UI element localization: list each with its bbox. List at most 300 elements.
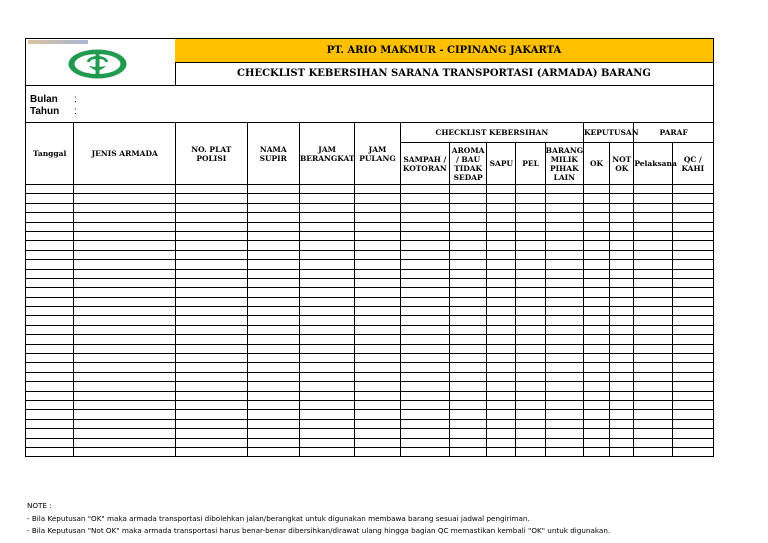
- table-cell[interactable]: [516, 400, 545, 409]
- table-cell[interactable]: [487, 429, 516, 438]
- table-cell[interactable]: [634, 250, 672, 259]
- table-cell[interactable]: [487, 325, 516, 334]
- table-cell[interactable]: [355, 288, 400, 297]
- table-cell[interactable]: [583, 222, 609, 231]
- table-cell[interactable]: [487, 438, 516, 447]
- table-cell[interactable]: [355, 231, 400, 240]
- table-cell[interactable]: [583, 316, 609, 325]
- table-cell[interactable]: [355, 419, 400, 428]
- table-cell[interactable]: [299, 278, 354, 287]
- table-cell[interactable]: [247, 410, 299, 419]
- table-cell[interactable]: [516, 410, 545, 419]
- table-cell[interactable]: [545, 250, 583, 259]
- table-cell[interactable]: [634, 297, 672, 306]
- table-cell[interactable]: [247, 288, 299, 297]
- table-cell[interactable]: [355, 260, 400, 269]
- table-cell[interactable]: [634, 372, 672, 381]
- table-cell[interactable]: [487, 288, 516, 297]
- table-cell[interactable]: [545, 438, 583, 447]
- table-cell[interactable]: [299, 307, 354, 316]
- table-cell[interactable]: [610, 288, 634, 297]
- table-cell[interactable]: [74, 307, 176, 316]
- table-cell[interactable]: [176, 354, 248, 363]
- table-cell[interactable]: [545, 231, 583, 240]
- table-cell[interactable]: [516, 213, 545, 222]
- table-cell[interactable]: [26, 241, 74, 250]
- table-cell[interactable]: [176, 438, 248, 447]
- table-cell[interactable]: [610, 260, 634, 269]
- table-cell[interactable]: [545, 419, 583, 428]
- table-cell[interactable]: [516, 372, 545, 381]
- table-cell[interactable]: [26, 410, 74, 419]
- table-cell[interactable]: [583, 194, 609, 203]
- table-cell[interactable]: [672, 213, 713, 222]
- table-cell[interactable]: [545, 429, 583, 438]
- table-cell[interactable]: [583, 335, 609, 344]
- table-cell[interactable]: [487, 335, 516, 344]
- table-cell[interactable]: [487, 344, 516, 353]
- table-cell[interactable]: [449, 288, 486, 297]
- table-cell[interactable]: [545, 213, 583, 222]
- table-cell[interactable]: [583, 288, 609, 297]
- table-cell[interactable]: [400, 429, 449, 438]
- table-cell[interactable]: [176, 260, 248, 269]
- table-cell[interactable]: [26, 400, 74, 409]
- table-cell[interactable]: [545, 391, 583, 400]
- table-cell[interactable]: [74, 269, 176, 278]
- table-cell[interactable]: [355, 325, 400, 334]
- table-cell[interactable]: [610, 429, 634, 438]
- table-cell[interactable]: [583, 231, 609, 240]
- table-cell[interactable]: [247, 307, 299, 316]
- table-cell[interactable]: [672, 260, 713, 269]
- table-cell[interactable]: [634, 194, 672, 203]
- table-cell[interactable]: [355, 241, 400, 250]
- table-cell[interactable]: [516, 335, 545, 344]
- table-cell[interactable]: [355, 194, 400, 203]
- table-cell[interactable]: [26, 278, 74, 287]
- table-cell[interactable]: [176, 429, 248, 438]
- table-cell[interactable]: [610, 400, 634, 409]
- table-cell[interactable]: [247, 391, 299, 400]
- table-cell[interactable]: [672, 278, 713, 287]
- table-cell[interactable]: [299, 429, 354, 438]
- table-cell[interactable]: [672, 231, 713, 240]
- table-cell[interactable]: [74, 419, 176, 428]
- table-cell[interactable]: [299, 325, 354, 334]
- table-cell[interactable]: [449, 429, 486, 438]
- table-cell[interactable]: [400, 391, 449, 400]
- table-cell[interactable]: [610, 250, 634, 259]
- table-cell[interactable]: [449, 325, 486, 334]
- table-cell[interactable]: [26, 260, 74, 269]
- table-cell[interactable]: [634, 363, 672, 372]
- table-cell[interactable]: [74, 213, 176, 222]
- table-cell[interactable]: [583, 447, 609, 456]
- table-cell[interactable]: [449, 335, 486, 344]
- table-cell[interactable]: [26, 344, 74, 353]
- table-cell[interactable]: [247, 278, 299, 287]
- table-cell[interactable]: [400, 410, 449, 419]
- table-cell[interactable]: [610, 382, 634, 391]
- table-cell[interactable]: [610, 194, 634, 203]
- table-cell[interactable]: [583, 325, 609, 334]
- table-cell[interactable]: [176, 307, 248, 316]
- table-cell[interactable]: [583, 372, 609, 381]
- table-cell[interactable]: [400, 231, 449, 240]
- table-cell[interactable]: [634, 269, 672, 278]
- table-cell[interactable]: [355, 363, 400, 372]
- table-cell[interactable]: [400, 278, 449, 287]
- table-cell[interactable]: [74, 203, 176, 212]
- table-cell[interactable]: [672, 410, 713, 419]
- table-cell[interactable]: [176, 382, 248, 391]
- table-cell[interactable]: [26, 250, 74, 259]
- table-cell[interactable]: [610, 354, 634, 363]
- table-cell[interactable]: [545, 354, 583, 363]
- table-cell[interactable]: [583, 429, 609, 438]
- table-cell[interactable]: [610, 410, 634, 419]
- table-cell[interactable]: [26, 297, 74, 306]
- table-cell[interactable]: [400, 260, 449, 269]
- table-cell[interactable]: [672, 438, 713, 447]
- table-cell[interactable]: [610, 316, 634, 325]
- table-cell[interactable]: [247, 372, 299, 381]
- table-cell[interactable]: [400, 194, 449, 203]
- table-cell[interactable]: [583, 382, 609, 391]
- table-cell[interactable]: [247, 419, 299, 428]
- table-cell[interactable]: [545, 288, 583, 297]
- table-cell[interactable]: [516, 429, 545, 438]
- table-cell[interactable]: [299, 391, 354, 400]
- table-cell[interactable]: [176, 363, 248, 372]
- table-cell[interactable]: [449, 231, 486, 240]
- table-cell[interactable]: [247, 363, 299, 372]
- table-cell[interactable]: [400, 269, 449, 278]
- table-cell[interactable]: [355, 250, 400, 259]
- table-cell[interactable]: [672, 372, 713, 381]
- table-cell[interactable]: [299, 250, 354, 259]
- table-cell[interactable]: [26, 438, 74, 447]
- table-cell[interactable]: [545, 325, 583, 334]
- table-cell[interactable]: [487, 250, 516, 259]
- table-cell[interactable]: [247, 231, 299, 240]
- table-cell[interactable]: [634, 213, 672, 222]
- table-cell[interactable]: [176, 278, 248, 287]
- table-cell[interactable]: [247, 260, 299, 269]
- table-cell[interactable]: [610, 222, 634, 231]
- table-cell[interactable]: [487, 400, 516, 409]
- table-cell[interactable]: [355, 391, 400, 400]
- table-cell[interactable]: [487, 372, 516, 381]
- table-cell[interactable]: [400, 250, 449, 259]
- table-cell[interactable]: [610, 278, 634, 287]
- table-cell[interactable]: [247, 400, 299, 409]
- table-cell[interactable]: [74, 250, 176, 259]
- table-cell[interactable]: [176, 344, 248, 353]
- table-cell[interactable]: [400, 372, 449, 381]
- table-cell[interactable]: [74, 325, 176, 334]
- table-cell[interactable]: [672, 354, 713, 363]
- table-cell[interactable]: [26, 419, 74, 428]
- table-cell[interactable]: [299, 316, 354, 325]
- table-cell[interactable]: [672, 250, 713, 259]
- table-cell[interactable]: [516, 222, 545, 231]
- table-cell[interactable]: [449, 194, 486, 203]
- table-cell[interactable]: [355, 447, 400, 456]
- table-cell[interactable]: [516, 382, 545, 391]
- table-cell[interactable]: [400, 288, 449, 297]
- table-cell[interactable]: [355, 213, 400, 222]
- table-cell[interactable]: [583, 438, 609, 447]
- table-cell[interactable]: [449, 400, 486, 409]
- table-cell[interactable]: [449, 316, 486, 325]
- table-cell[interactable]: [583, 260, 609, 269]
- table-cell[interactable]: [487, 363, 516, 372]
- table-cell[interactable]: [449, 222, 486, 231]
- table-cell[interactable]: [74, 194, 176, 203]
- table-cell[interactable]: [355, 429, 400, 438]
- table-cell[interactable]: [672, 419, 713, 428]
- table-cell[interactable]: [176, 222, 248, 231]
- table-cell[interactable]: [400, 203, 449, 212]
- table-cell[interactable]: [634, 288, 672, 297]
- table-cell[interactable]: [449, 354, 486, 363]
- table-cell[interactable]: [516, 307, 545, 316]
- table-cell[interactable]: [400, 419, 449, 428]
- table-cell[interactable]: [355, 335, 400, 344]
- table-cell[interactable]: [610, 372, 634, 381]
- table-cell[interactable]: [610, 297, 634, 306]
- table-cell[interactable]: [516, 344, 545, 353]
- table-cell[interactable]: [400, 382, 449, 391]
- table-cell[interactable]: [672, 194, 713, 203]
- table-cell[interactable]: [26, 354, 74, 363]
- table-cell[interactable]: [247, 344, 299, 353]
- table-cell[interactable]: [299, 194, 354, 203]
- table-cell[interactable]: [449, 391, 486, 400]
- table-cell[interactable]: [355, 185, 400, 194]
- table-cell[interactable]: [176, 419, 248, 428]
- table-cell[interactable]: [74, 447, 176, 456]
- table-cell[interactable]: [487, 354, 516, 363]
- table-cell[interactable]: [545, 260, 583, 269]
- table-cell[interactable]: [634, 429, 672, 438]
- table-cell[interactable]: [583, 391, 609, 400]
- table-cell[interactable]: [355, 316, 400, 325]
- table-cell[interactable]: [355, 203, 400, 212]
- table-cell[interactable]: [545, 400, 583, 409]
- table-cell[interactable]: [400, 241, 449, 250]
- table-cell[interactable]: [247, 194, 299, 203]
- table-cell[interactable]: [26, 363, 74, 372]
- table-cell[interactable]: [74, 429, 176, 438]
- table-cell[interactable]: [176, 288, 248, 297]
- table-cell[interactable]: [487, 222, 516, 231]
- table-cell[interactable]: [634, 419, 672, 428]
- table-cell[interactable]: [400, 354, 449, 363]
- table-cell[interactable]: [487, 410, 516, 419]
- table-cell[interactable]: [449, 410, 486, 419]
- table-cell[interactable]: [634, 185, 672, 194]
- table-cell[interactable]: [672, 391, 713, 400]
- table-cell[interactable]: [583, 250, 609, 259]
- table-cell[interactable]: [299, 185, 354, 194]
- table-cell[interactable]: [74, 222, 176, 231]
- table-cell[interactable]: [583, 354, 609, 363]
- table-cell[interactable]: [634, 354, 672, 363]
- table-cell[interactable]: [74, 297, 176, 306]
- table-cell[interactable]: [516, 260, 545, 269]
- table-cell[interactable]: [400, 400, 449, 409]
- table-cell[interactable]: [74, 344, 176, 353]
- table-cell[interactable]: [634, 438, 672, 447]
- table-cell[interactable]: [74, 372, 176, 381]
- table-cell[interactable]: [176, 185, 248, 194]
- table-cell[interactable]: [449, 213, 486, 222]
- table-cell[interactable]: [74, 185, 176, 194]
- table-cell[interactable]: [634, 410, 672, 419]
- table-cell[interactable]: [516, 288, 545, 297]
- table-cell[interactable]: [634, 344, 672, 353]
- table-cell[interactable]: [634, 307, 672, 316]
- table-cell[interactable]: [400, 185, 449, 194]
- table-cell[interactable]: [516, 278, 545, 287]
- table-cell[interactable]: [487, 213, 516, 222]
- table-cell[interactable]: [610, 269, 634, 278]
- table-cell[interactable]: [449, 260, 486, 269]
- table-cell[interactable]: [516, 438, 545, 447]
- table-cell[interactable]: [610, 241, 634, 250]
- table-cell[interactable]: [26, 194, 74, 203]
- table-cell[interactable]: [299, 419, 354, 428]
- table-cell[interactable]: [610, 438, 634, 447]
- table-cell[interactable]: [74, 231, 176, 240]
- table-cell[interactable]: [672, 382, 713, 391]
- table-cell[interactable]: [487, 185, 516, 194]
- table-cell[interactable]: [74, 260, 176, 269]
- table-cell[interactable]: [449, 250, 486, 259]
- table-cell[interactable]: [26, 335, 74, 344]
- table-cell[interactable]: [176, 372, 248, 381]
- table-cell[interactable]: [487, 260, 516, 269]
- table-cell[interactable]: [176, 203, 248, 212]
- table-cell[interactable]: [247, 250, 299, 259]
- table-cell[interactable]: [176, 335, 248, 344]
- table-cell[interactable]: [247, 382, 299, 391]
- table-cell[interactable]: [583, 269, 609, 278]
- table-cell[interactable]: [176, 194, 248, 203]
- table-cell[interactable]: [176, 391, 248, 400]
- table-cell[interactable]: [449, 372, 486, 381]
- table-cell[interactable]: [545, 372, 583, 381]
- table-cell[interactable]: [299, 213, 354, 222]
- table-cell[interactable]: [487, 316, 516, 325]
- table-cell[interactable]: [672, 325, 713, 334]
- table-cell[interactable]: [634, 203, 672, 212]
- table-cell[interactable]: [672, 316, 713, 325]
- table-cell[interactable]: [299, 410, 354, 419]
- table-cell[interactable]: [449, 185, 486, 194]
- table-cell[interactable]: [516, 419, 545, 428]
- table-cell[interactable]: [26, 231, 74, 240]
- table-cell[interactable]: [26, 316, 74, 325]
- table-cell[interactable]: [355, 297, 400, 306]
- table-cell[interactable]: [299, 231, 354, 240]
- table-cell[interactable]: [449, 241, 486, 250]
- table-cell[interactable]: [583, 203, 609, 212]
- table-cell[interactable]: [516, 297, 545, 306]
- table-cell[interactable]: [74, 288, 176, 297]
- table-cell[interactable]: [26, 382, 74, 391]
- table-cell[interactable]: [516, 185, 545, 194]
- table-cell[interactable]: [672, 344, 713, 353]
- table-cell[interactable]: [74, 363, 176, 372]
- table-cell[interactable]: [176, 213, 248, 222]
- table-cell[interactable]: [299, 438, 354, 447]
- table-cell[interactable]: [545, 363, 583, 372]
- table-cell[interactable]: [672, 185, 713, 194]
- table-cell[interactable]: [299, 363, 354, 372]
- table-cell[interactable]: [516, 269, 545, 278]
- table-cell[interactable]: [545, 269, 583, 278]
- table-cell[interactable]: [516, 194, 545, 203]
- table-cell[interactable]: [487, 231, 516, 240]
- table-cell[interactable]: [487, 382, 516, 391]
- table-cell[interactable]: [247, 203, 299, 212]
- table-cell[interactable]: [247, 241, 299, 250]
- table-cell[interactable]: [610, 335, 634, 344]
- table-cell[interactable]: [634, 260, 672, 269]
- table-cell[interactable]: [26, 325, 74, 334]
- table-cell[interactable]: [26, 429, 74, 438]
- table-cell[interactable]: [672, 335, 713, 344]
- table-cell[interactable]: [247, 297, 299, 306]
- table-cell[interactable]: [610, 307, 634, 316]
- table-cell[interactable]: [400, 344, 449, 353]
- table-cell[interactable]: [449, 447, 486, 456]
- table-cell[interactable]: [299, 354, 354, 363]
- table-cell[interactable]: [74, 335, 176, 344]
- table-cell[interactable]: [176, 241, 248, 250]
- table-cell[interactable]: [672, 429, 713, 438]
- table-cell[interactable]: [299, 260, 354, 269]
- table-cell[interactable]: [247, 429, 299, 438]
- table-cell[interactable]: [355, 269, 400, 278]
- table-cell[interactable]: [176, 250, 248, 259]
- table-cell[interactable]: [299, 344, 354, 353]
- table-cell[interactable]: [449, 297, 486, 306]
- table-cell[interactable]: [449, 438, 486, 447]
- table-cell[interactable]: [610, 185, 634, 194]
- table-cell[interactable]: [247, 222, 299, 231]
- table-cell[interactable]: [516, 203, 545, 212]
- table-cell[interactable]: [610, 344, 634, 353]
- table-cell[interactable]: [299, 335, 354, 344]
- table-cell[interactable]: [634, 447, 672, 456]
- table-cell[interactable]: [299, 297, 354, 306]
- table-cell[interactable]: [583, 185, 609, 194]
- table-cell[interactable]: [355, 382, 400, 391]
- table-cell[interactable]: [355, 410, 400, 419]
- table-cell[interactable]: [449, 419, 486, 428]
- table-cell[interactable]: [449, 344, 486, 353]
- table-cell[interactable]: [583, 400, 609, 409]
- table-cell[interactable]: [634, 382, 672, 391]
- table-cell[interactable]: [672, 297, 713, 306]
- table-cell[interactable]: [610, 447, 634, 456]
- table-cell[interactable]: [583, 363, 609, 372]
